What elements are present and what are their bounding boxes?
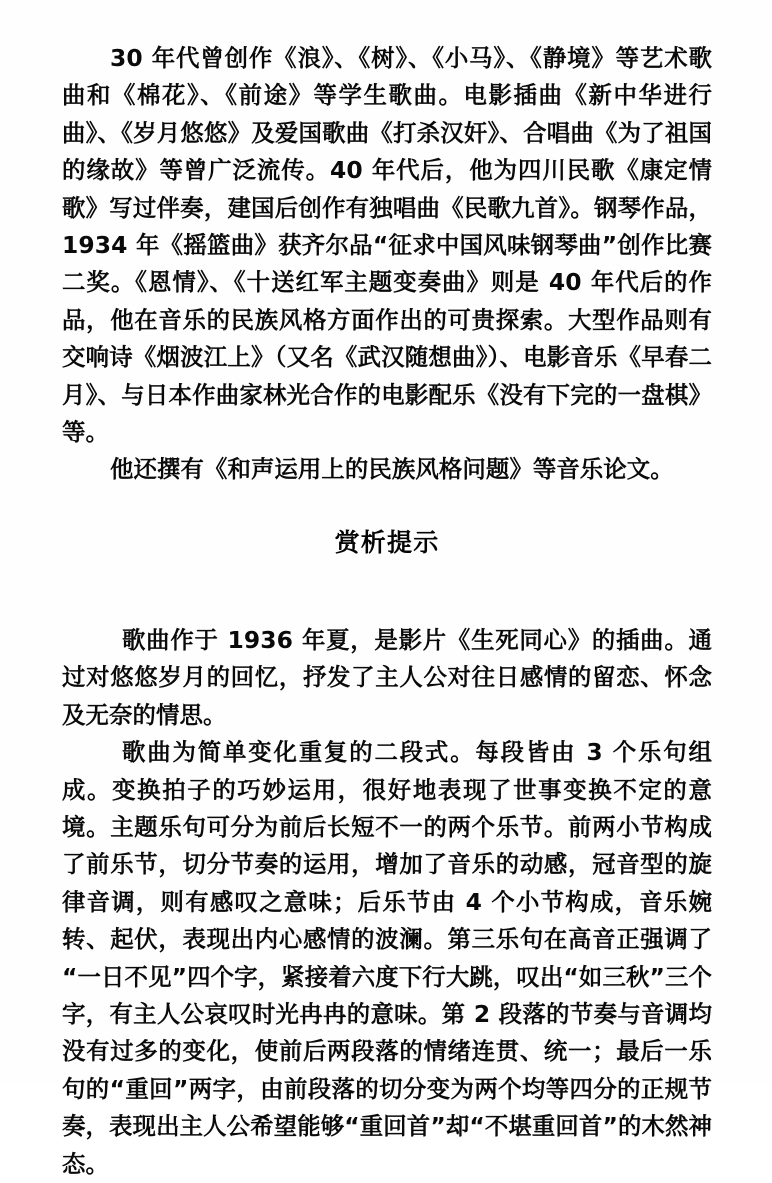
paragraph-works-biography: 30 年代曾创作《浪》、《树》、《小马》、《静境》等艺术歌曲和《棉花》、《前途》等学生歌曲。电影插曲《新中华进行曲》、《岁月悠悠》及爱国歌曲《打杀汉奸》、合唱曲《为了祖国的缘故》等曾广泛流传。40 年代后，他为四川民歌《康定情歌》写过伴奏，建国后创作有独唱曲《民歌九首》。钢琴作品，1934 年《摇篮曲》获齐尔品“征求中国风味钢琴曲”创作比赛二奖。《恩情》、《十送红军主题变奏曲》则是 40 年代后的作品，他在音乐的民族风格方面作出的可贵探索。大型作品则有交响诗《烟波江上》（又名《武汉随想曲》）、电影音乐《早春二月》、与日本作曲家林光合作的电影配乐《没有下完的一盘棋》等。 bbox=[62, 44, 712, 447]
paragraph-papers: 他还撰有《和声运用上的民族风格问题》等音乐论文。 bbox=[110, 455, 674, 484]
spacer-below-heading bbox=[62, 560, 712, 622]
text-column bbox=[62, 40, 712, 1183]
paragraph-song-origin: 歌曲作于 1936 年夏，是影片《生死同心》的插曲。通过对悠悠岁月的回忆，抒发了主人公对往日感情的留恋、怀念及无奈的情思。 bbox=[62, 625, 712, 729]
section-heading-appreciation-tips: 赏析提示 bbox=[334, 527, 440, 557]
paragraph-musical-structure: 歌曲为简单变化重复的二段式。每段皆由 3 个乐句组成。变换拍子的巧妙运用，很好地表现了世事变换不定的意境。主题乐句可分为前后长短不一的两个乐节。前两小节构成了前乐节，切分节奏的运用，增加了音乐的动感，冠音型的旋律音调，则有感叹之意味；后乐节由 4 个小节构成，音乐婉转、起伏，表现出内心感情的波澜。第三乐句在高音正强调了“一日不见”四个字，紧接着六度下行大跳，叹出“如三秋”三个字，有主人公哀叹时光冉冉的意味。第 2 段落的节奏与音调均没有过多的变化，使前后两段落的情绪连贯、统一；最后一乐句的“重回”两字，由前段落的切分变为两个均等四分的正规节奏，表现出主人公希望能够“重回首”却“不堪重回首”的木然神态。 bbox=[62, 738, 712, 1178]
spacer-above-heading bbox=[62, 489, 712, 526]
